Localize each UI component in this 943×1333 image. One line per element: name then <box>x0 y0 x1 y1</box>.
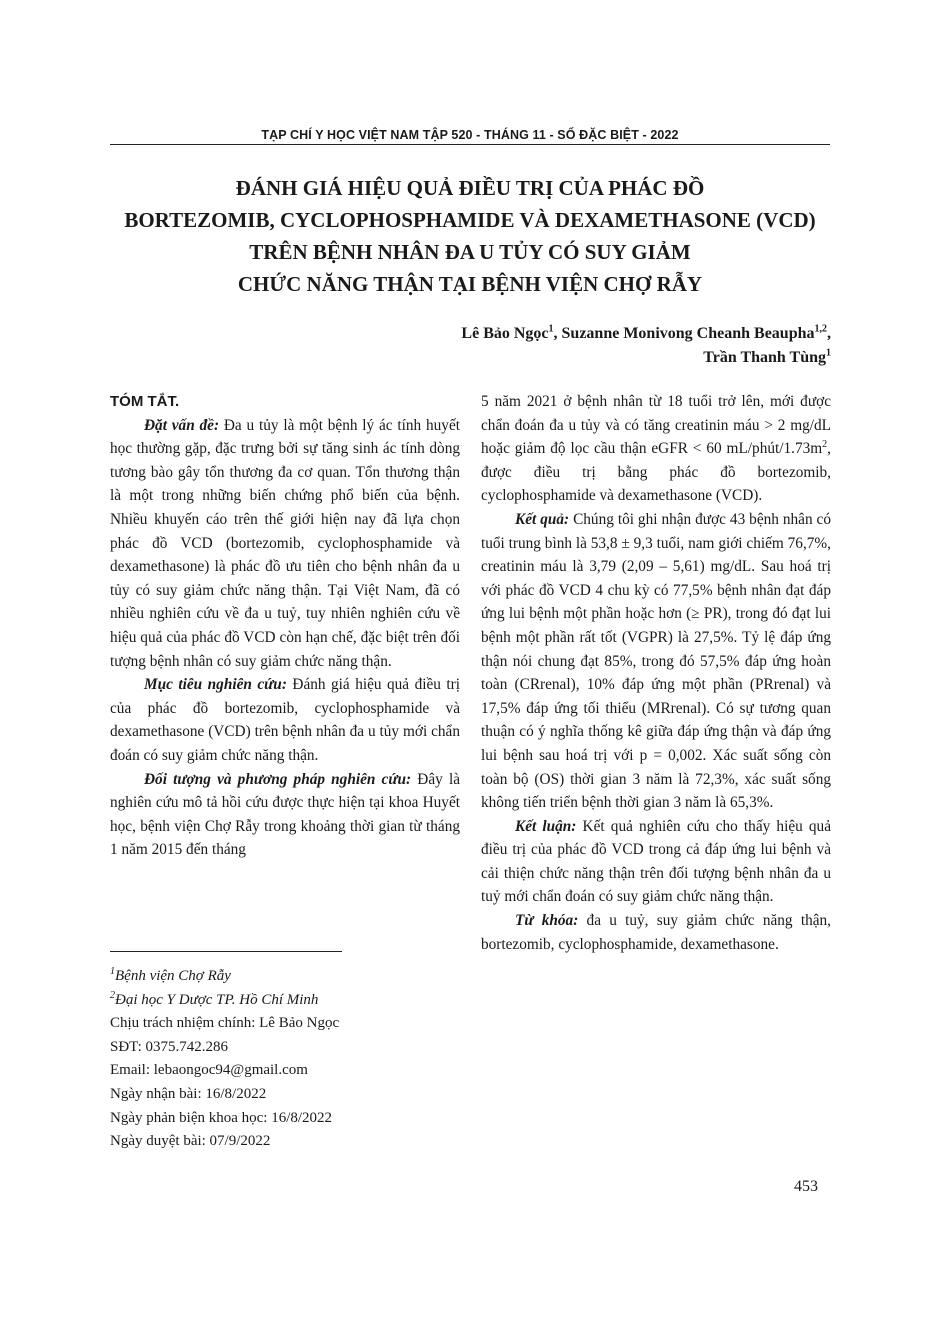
background-label: Đặt vấn đề: <box>144 416 220 434</box>
abstract-column-left <box>110 390 460 862</box>
keywords-text: đa u tuỷ, suy giảm chức năng thận, bortezomib, cyclophosphamide, dexamethasone. <box>481 912 831 953</box>
phone: SĐT: 0375.742.286 <box>110 1038 229 1055</box>
footnote-divider <box>110 951 342 952</box>
objective-label: Mục tiêu nghiên cứu: <box>144 676 287 694</box>
date-received: Ngày nhận bài: 16/8/2022 <box>110 1085 267 1102</box>
conclusion-text: Kết quả nghiên cứu cho thấy hiệu quả điều trị của phác đồ VCD trong cả đáp ứng lui bệnh và cải thiện chức năng thận trên đối tượng bệnh nhân đa u tuỷ mới chẩn đoán có suy giảm chức năng thận. <box>481 817 831 906</box>
abstract-keywords <box>481 909 831 956</box>
author-separator: , <box>553 325 562 342</box>
corresponding-author: Chịu trách nhiệm chính: Lê Bảo Ngọc <box>110 1015 340 1032</box>
objective-text: Đánh giá hiệu quả điều trị của phác đồ bortezomib, cyclophosphamide và dexamethasone (VCD) trên bệnh nhân đa u tủy mới chẩn đoán có suy giảm chức năng thận. <box>110 676 460 764</box>
conclusion-label: Kết luận: <box>515 817 577 835</box>
abstract-background <box>110 414 460 674</box>
methods-text: Đây là nghiên cứu mô tả hồi cứu được thực hiện tại khoa Huyết học, bệnh viện Chợ Rẫy trong khoảng thời gian từ tháng 1 năm 2015 đến tháng <box>110 770 460 859</box>
title-line: ĐÁNH GIÁ HIỆU QUẢ ĐIỀU TRỊ CỦA PHÁC ĐỒ <box>235 176 705 200</box>
affiliation-2 <box>110 989 470 1013</box>
abstract-objective <box>110 673 460 767</box>
results-text: Chúng tôi ghi nhận được 43 bệnh nhân có tuổi trung bình là 53,8 ± 9,3 tuổi, nam giới chiếm 76,7%, creatinin máu là 3,79 (2,09 – 5,61) mg/dL. Sau hoá trị với phác đồ VCD 4 chu kỳ có 77,5% bệnh nhân đạt đáp ứng lui bệnh một phần hoặc hơn (≥ PR), trong đó đạt lui bệnh một phần rất tốt (VGPR) là 27,5%. Tỷ lệ đáp ứng thận nói chung đạt 85%, trong đó 57,5% đáp ứng hoàn toàn (CRrenal), 10% đáp ứng một phần (PRrenal) và 17,5% đáp ứng tối thiểu (MRrenal). Có sự tương quan thuận có ý nghĩa thống kê giữa đáp ứng thận và đáp ứng lui bệnh sau hoá trị với p = 0,002. Xác suất sống còn toàn bộ (OS) thời gian 3 năm là 72,3%, xác suất sống không tiến triển bệnh thời gian 3 năm là 65,3%. <box>481 510 831 812</box>
header-divider <box>110 144 830 145</box>
author-line-2 <box>461 346 831 370</box>
affiliation-text: Đại học Y Dược TP. Hồ Chí Minh <box>115 991 319 1008</box>
results-label: Kết quả: <box>515 510 570 528</box>
title-line: TRÊN BỆNH NHÂN ĐA U TỦY CÓ SUY GIẢM <box>249 240 691 264</box>
author-name: Trần Thanh Tùng <box>703 349 826 366</box>
date-reviewed: Ngày phản biện khoa học: 16/8/2022 <box>110 1109 333 1126</box>
author-affiliation-sup: 1 <box>826 347 831 359</box>
author-separator: , <box>827 325 831 342</box>
affiliation-sup: 1 <box>110 966 115 977</box>
abstract-conclusion <box>481 815 831 909</box>
abstract-heading: TÓM TẮT. <box>110 393 180 410</box>
title-line: CHỨC NĂNG THẬN TẠI BỆNH VIỆN CHỢ RẪY <box>237 272 703 296</box>
date-accepted: Ngày duyệt bài: 07/9/2022 <box>110 1133 271 1150</box>
affiliation-1 <box>110 965 470 989</box>
author-name: Lê Bảo Ngọc <box>461 325 549 342</box>
methods-text-end: , được điều trị bằng phác đồ bortezomib, cyclophosphamide và dexamethasone (VCD). <box>481 440 831 505</box>
affiliation-sup: 2 <box>110 989 115 1001</box>
author-affiliation-sup: 1 <box>548 323 554 335</box>
author-line-1 <box>461 322 831 346</box>
email: Email: lebaongoc94@gmail.com <box>110 1062 308 1079</box>
journal-header: TẠP CHÍ Y HỌC VIỆT NAM TẬP 520 - THÁNG 11 - SỐ ĐẶC BIỆT - 2022 <box>261 128 679 142</box>
abstract-results <box>481 508 831 815</box>
abstract-methods <box>110 768 460 862</box>
background-text: Đa u tủy là một bệnh lý ác tính huyết học thường gặp, đặc trưng bởi sự tăng sinh ác tính dòng tương bào gây tổn thương đa cơ quan. Tổn thương thận là một trong những biến chứng phổ biến của bệnh. Nhiều khuyến cáo trên thế giới hiện nay đã lựa chọn phác đồ VCD (bortezomib, cyclophosphamide và dexamethasone) là phác đồ ưu tiên cho bệnh nhân đa u tủy có suy giảm chức năng thận. Tại Việt Nam, đã có nhiều nghiên cứu về đa u tuỷ, tuy nhiên nghiên cứu về hiệu quả của phác đồ VCD còn hạn chế, đặc biệt trên đối tượng bệnh nhân có suy giảm chức năng thận. <box>110 416 460 670</box>
methods-label: Đối tượng và phương pháp nghiên cứu: <box>144 770 412 788</box>
author-affiliation-sup: 1,2 <box>814 323 827 335</box>
page-number: 453 <box>794 1178 818 1195</box>
methods-superscript: 2 <box>822 439 828 451</box>
keywords-label: Từ khóa: <box>515 912 579 930</box>
title-line: BORTEZOMIB, CYCLOPHOSPHAMIDE VÀ DEXAMETHASONE (VCD) <box>124 208 816 232</box>
affiliation-text: Bệnh viện Chợ Rẫy <box>115 968 231 984</box>
author-name: Suzanne Monivong Cheanh Beaupha <box>561 325 815 342</box>
author-list <box>461 322 831 370</box>
abstract-column-right <box>481 390 831 956</box>
article-title <box>110 172 830 300</box>
footnotes <box>110 965 470 1154</box>
abstract-methods-continued <box>481 390 831 508</box>
methods-text-continued: 5 năm 2021 ở bệnh nhân từ 18 tuổi trở lên, mới được chẩn đoán đa u tủy và có tăng creatinin máu > 2 mg/dL hoặc giảm độ lọc cầu thận eGFR < 60 mL/phút/1.73m <box>481 393 831 458</box>
